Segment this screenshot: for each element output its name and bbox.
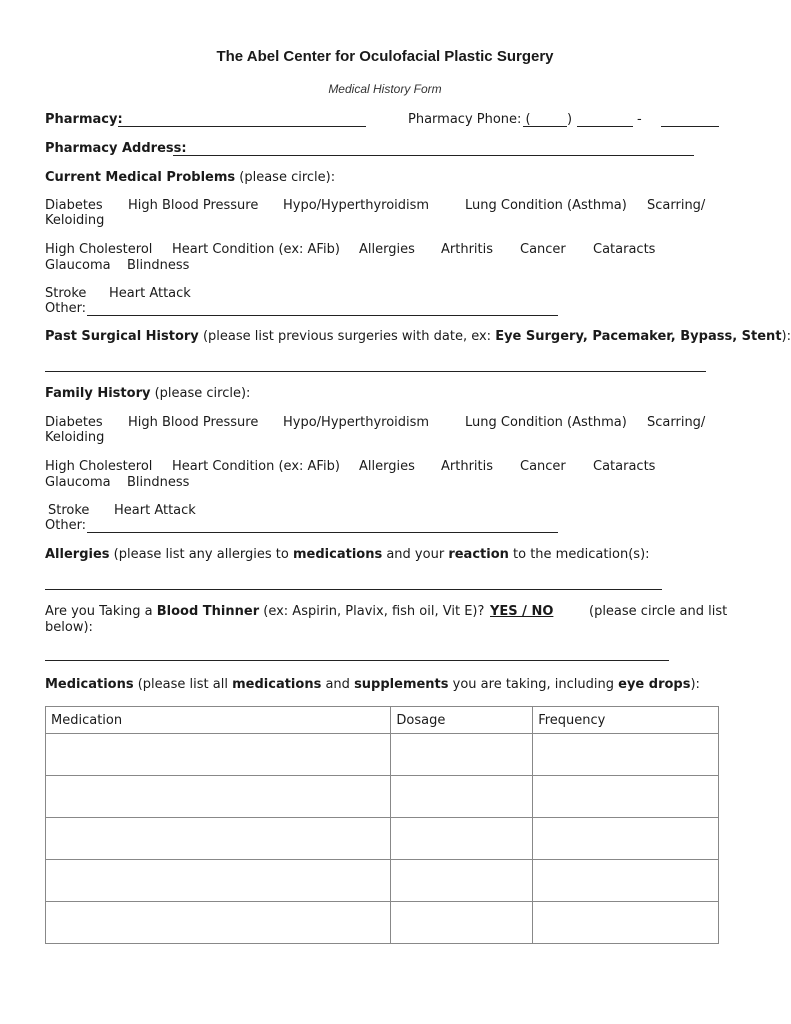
pharmacy-phone-prefix-field[interactable] xyxy=(577,126,633,127)
condition-diabetes[interactable]: Diabetes xyxy=(45,198,103,213)
condition-heart-attack[interactable]: Heart Attack xyxy=(109,286,191,301)
family-arthritis[interactable]: Arthritis xyxy=(441,459,494,474)
pharmacy-label: Pharmacy: xyxy=(45,112,123,127)
pharmacy-address-label: Pharmacy Address: xyxy=(45,141,187,156)
family-glaucoma[interactable]: Glaucoma xyxy=(45,475,111,490)
table-row xyxy=(46,776,719,818)
medication-cell[interactable] xyxy=(46,860,391,902)
family-history-heading-line xyxy=(45,386,250,402)
pharmacy-phone-label: Pharmacy Phone: ( xyxy=(408,112,531,127)
medication-cell[interactable] xyxy=(46,902,391,944)
past-surgical-examples: Eye Surgery, Pacemaker, Bypass, Stent xyxy=(495,329,782,344)
condition-lung[interactable]: Lung Condition (Asthma) xyxy=(465,198,627,213)
medications-text: (please list all xyxy=(137,677,228,692)
medication-cell[interactable] xyxy=(46,818,391,860)
blood-thinner-examples: (ex: Aspirin, Plavix, fish oil, Vit E)? xyxy=(263,604,485,619)
medication-cell[interactable] xyxy=(46,776,391,818)
condition-cataracts[interactable]: Cataracts xyxy=(593,242,656,257)
condition-arthritis[interactable]: Arthritis xyxy=(441,242,494,257)
allergies-field[interactable] xyxy=(45,589,662,590)
current-problems-heading-line xyxy=(45,170,335,186)
condition-allergies[interactable]: Allergies xyxy=(359,242,415,257)
frequency-cell[interactable] xyxy=(533,734,719,776)
allergies-heading-line xyxy=(45,547,650,563)
column-frequency: Frequency xyxy=(533,707,719,734)
eye-drops-word: eye drops xyxy=(618,677,691,692)
family-other-label: Other: xyxy=(45,518,87,533)
family-diabetes[interactable]: Diabetes xyxy=(45,415,103,430)
family-heart-attack[interactable]: Heart Attack xyxy=(114,503,196,518)
frequency-cell[interactable] xyxy=(533,860,719,902)
condition-high-blood-pressure[interactable]: High Blood Pressure xyxy=(128,198,259,213)
medications-end: ): xyxy=(690,677,700,692)
table-header-row xyxy=(46,707,719,734)
condition-high-cholesterol[interactable]: High Cholesterol xyxy=(45,242,153,257)
dosage-cell[interactable] xyxy=(391,902,533,944)
medications-and: and xyxy=(325,677,350,692)
condition-scarring[interactable]: Scarring/ xyxy=(647,198,706,213)
dosage-cell[interactable] xyxy=(391,860,533,902)
pharmacy-phone-area-field[interactable] xyxy=(523,126,567,127)
medications-text-3: you are taking, including xyxy=(452,677,614,692)
past-surgical-instruction: (please list previous surgeries with date, ex: xyxy=(202,329,492,344)
condition-stroke[interactable]: Stroke xyxy=(45,286,87,301)
blood-thinner-field[interactable] xyxy=(45,660,669,661)
medications-table xyxy=(45,706,719,944)
allergies-text-2: and your xyxy=(386,547,445,562)
column-medication: Medication xyxy=(46,707,391,734)
family-heart[interactable]: Heart Condition (ex: AFib) xyxy=(172,459,340,474)
pharmacy-phone-line-field[interactable] xyxy=(661,126,719,127)
dosage-cell[interactable] xyxy=(391,818,533,860)
table-row xyxy=(46,902,719,944)
dosage-cell[interactable] xyxy=(391,776,533,818)
current-other-label: Other: xyxy=(45,301,87,316)
family-history-heading: Family History xyxy=(45,386,151,401)
blood-thinner-wrap: below): xyxy=(45,620,93,635)
family-stroke[interactable]: Stroke xyxy=(48,503,90,518)
frequency-cell[interactable] xyxy=(533,818,719,860)
past-surgical-field[interactable] xyxy=(45,371,706,372)
current-other-field[interactable] xyxy=(87,315,558,316)
blood-thinner-text: Are you Taking a xyxy=(45,604,153,619)
family-other-field[interactable] xyxy=(87,532,558,533)
dosage-cell[interactable] xyxy=(391,734,533,776)
medications-heading-line xyxy=(45,677,700,693)
allergies-reaction-word: reaction xyxy=(448,547,509,562)
blood-thinner-instruction: (please circle and list xyxy=(589,604,728,619)
blood-thinner-word: Blood Thinner xyxy=(156,604,260,619)
family-keloiding[interactable]: Keloiding xyxy=(45,430,105,445)
family-allergies[interactable]: Allergies xyxy=(359,459,415,474)
form-title: The Abel Center for Oculofacial Plastic Surgery xyxy=(216,48,554,65)
pharmacy-field[interactable] xyxy=(118,126,366,127)
medications-word: medications xyxy=(232,677,322,692)
condition-heart[interactable]: Heart Condition (ex: AFib) xyxy=(172,242,340,257)
table-row xyxy=(46,734,719,776)
family-thyroid[interactable]: Hypo/Hyperthyroidism xyxy=(283,415,430,430)
current-problems-heading: Current Medical Problems xyxy=(45,170,236,185)
phone-paren: ) xyxy=(567,112,573,127)
table-row xyxy=(46,860,719,902)
medication-cell[interactable] xyxy=(46,734,391,776)
phone-dash: - xyxy=(637,112,642,127)
allergies-medications-word: medications xyxy=(293,547,383,562)
family-history-instruction: (please circle): xyxy=(154,386,251,401)
form-subtitle: Medical History Form xyxy=(328,82,442,96)
family-lung[interactable]: Lung Condition (Asthma) xyxy=(465,415,627,430)
condition-keloiding[interactable]: Keloiding xyxy=(45,213,105,228)
condition-glaucoma[interactable]: Glaucoma xyxy=(45,258,111,273)
table-row xyxy=(46,818,719,860)
supplements-word: supplements xyxy=(354,677,449,692)
condition-blindness[interactable]: Blindness xyxy=(127,258,190,273)
family-scarring[interactable]: Scarring/ xyxy=(647,415,706,430)
frequency-cell[interactable] xyxy=(533,902,719,944)
blood-thinner-question xyxy=(45,604,484,620)
frequency-cell[interactable] xyxy=(533,776,719,818)
pharmacy-address-field[interactable] xyxy=(173,155,694,156)
family-cancer[interactable]: Cancer xyxy=(520,459,566,474)
family-blindness[interactable]: Blindness xyxy=(127,475,190,490)
condition-cancer[interactable]: Cancer xyxy=(520,242,566,257)
column-dosage: Dosage xyxy=(391,707,533,734)
past-surgical-heading: Past Surgical History xyxy=(45,329,199,344)
allergies-heading: Allergies xyxy=(45,547,110,562)
allergies-text: (please list any allergies to xyxy=(113,547,289,562)
family-high-cholesterol[interactable]: High Cholesterol xyxy=(45,459,153,474)
past-surgical-end: ): xyxy=(781,329,791,344)
condition-thyroid[interactable]: Hypo/Hyperthyroidism xyxy=(283,198,430,213)
family-cataracts[interactable]: Cataracts xyxy=(593,459,656,474)
past-surgical-heading-line xyxy=(45,329,791,345)
family-high-blood-pressure[interactable]: High Blood Pressure xyxy=(128,415,259,430)
current-problems-instruction: (please circle): xyxy=(239,170,336,185)
medications-heading: Medications xyxy=(45,677,134,692)
yes-no-option[interactable]: YES / NO xyxy=(490,604,554,619)
allergies-text-3: to the medication(s): xyxy=(513,547,650,562)
